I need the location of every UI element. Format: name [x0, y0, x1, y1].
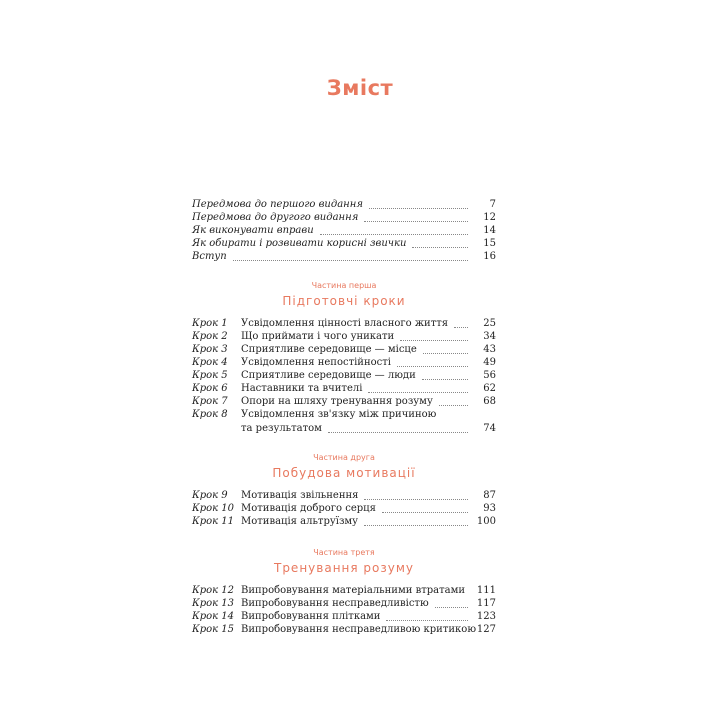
step-number: Крок 6: [192, 383, 228, 394]
toc-step-continuation[interactable]: [192, 422, 496, 435]
leader-dots: [369, 207, 468, 209]
leader-dots: [397, 365, 468, 367]
toc-step[interactable]: [192, 623, 496, 636]
toc-entry-page: 49: [483, 357, 496, 368]
toc-entry-page: 25: [483, 318, 496, 329]
leader-dots: [368, 391, 468, 393]
toc-entry-label: Як обирати і розвивати корисні звички: [192, 238, 407, 249]
leader-dots: [439, 404, 468, 406]
toc-entry-label: Сприятливе середовище — місце: [241, 344, 417, 355]
toc-entry[interactable]: [192, 250, 496, 263]
toc-entry-page: 7: [489, 199, 496, 210]
toc-entry-label: Вступ: [192, 251, 227, 262]
toc-entry[interactable]: [192, 224, 496, 237]
leader-dots: [328, 431, 468, 433]
page-title: Зміст: [326, 76, 394, 100]
toc-entry-page: 43: [483, 344, 496, 355]
part-title: Підготовчі кроки: [282, 294, 406, 308]
step-number: Крок 14: [192, 611, 235, 622]
toc-step[interactable]: [192, 330, 496, 343]
toc-entry-label: Усвідомлення непостійності: [241, 357, 391, 368]
step-number: Крок 12: [192, 585, 235, 596]
toc-step[interactable]: [192, 610, 496, 623]
step-number: Крок 3: [192, 344, 228, 355]
part-label: Частина третя: [313, 548, 375, 557]
toc-entry-page: 111: [476, 585, 496, 596]
toc-step[interactable]: [192, 584, 496, 597]
toc-step[interactable]: [192, 356, 496, 369]
leader-dots: [454, 326, 468, 328]
toc-entry-page: 34: [483, 331, 496, 342]
toc-entry-page: 16: [483, 251, 496, 262]
toc-entry-label: Випробовування несправедливою критикою: [241, 624, 477, 635]
toc-step[interactable]: [192, 395, 496, 408]
toc-entry-page: 74: [483, 423, 496, 434]
toc-entry[interactable]: [192, 211, 496, 224]
step-number: Крок 8: [192, 409, 228, 420]
step-number: Крок 15: [192, 624, 235, 635]
toc-step[interactable]: [192, 502, 496, 515]
leader-dots: [400, 339, 468, 341]
toc-entry-page: 117: [476, 598, 496, 609]
toc-entry-label: Випробовування матеріальними втратами: [241, 585, 466, 596]
toc-step[interactable]: [192, 317, 496, 330]
toc-entry-label: Передмова до другого видання: [192, 212, 359, 223]
toc-entry-page: 62: [483, 383, 496, 394]
step-number: Крок 1: [192, 318, 228, 329]
toc-entry-page: 100: [476, 516, 496, 527]
toc-entry-label: Мотивація звільнення: [241, 490, 359, 501]
toc-entry-label: Що приймати і чого уникати: [241, 331, 395, 342]
toc-entry-label: Мотивація доброго серця: [241, 503, 376, 514]
toc-entry-label: Сприятливе середовище — люди: [241, 370, 416, 381]
part-title: Побудова мотивації: [272, 466, 416, 480]
toc-entry-label: Наставники та вчителі: [241, 383, 363, 394]
step-number: Крок 4: [192, 357, 228, 368]
leader-dots: [422, 378, 468, 380]
toc-entry-page: 87: [483, 490, 496, 501]
leader-dots: [386, 619, 468, 621]
leader-dots: [233, 259, 468, 261]
leader-dots: [364, 524, 468, 526]
toc-entry-label: Усвідомлення зв'язку між причиною: [241, 409, 437, 420]
toc-step[interactable]: [192, 597, 496, 610]
part-title: Тренування розуму: [273, 561, 415, 575]
toc-step[interactable]: [192, 489, 496, 502]
leader-dots: [364, 498, 468, 500]
step-number: Крок 9: [192, 490, 228, 501]
step-number: Крок 2: [192, 331, 228, 342]
toc-entry-label: Передмова до першого видання: [192, 199, 363, 210]
step-number: Крок 5: [192, 370, 228, 381]
leader-dots: [320, 233, 468, 235]
toc-entry[interactable]: [192, 237, 496, 250]
leader-dots: [382, 511, 468, 513]
toc-entry-page: 12: [483, 212, 496, 223]
step-number: Крок 13: [192, 598, 235, 609]
toc-entry-label: Мотивація альтруїзму: [241, 516, 359, 527]
toc-entry-page: 127: [476, 624, 496, 635]
toc-step[interactable]: [192, 408, 496, 421]
leader-dots: [435, 606, 468, 608]
toc-entry-label: Опори на шляху тренування розуму: [241, 396, 433, 407]
toc-entry-page: 123: [476, 611, 496, 622]
toc-entry-label-continued: та результатом: [241, 423, 322, 434]
toc-step[interactable]: [192, 515, 496, 528]
toc-step[interactable]: [192, 382, 496, 395]
toc-entry[interactable]: [192, 198, 496, 211]
toc-entry-page: 15: [483, 238, 496, 249]
part-label: Частина перша: [311, 281, 377, 290]
leader-dots: [364, 220, 468, 222]
toc-entry-label: Випробовування несправедливістю: [241, 598, 429, 609]
toc-entry-page: 68: [483, 396, 496, 407]
part-label: Частина друга: [313, 453, 375, 462]
toc-step[interactable]: [192, 369, 496, 382]
step-number: Крок 7: [192, 396, 228, 407]
leader-dots: [423, 352, 468, 354]
leader-dots: [412, 246, 468, 248]
toc-step[interactable]: [192, 343, 496, 356]
toc-entry-label: Усвідомлення цінності власного життя: [241, 318, 449, 329]
toc-entry-label: Як виконувати вправи: [192, 225, 314, 236]
toc-entry-page: 93: [483, 503, 496, 514]
step-number: Крок 11: [192, 516, 235, 527]
toc-entry-page: 14: [483, 225, 496, 236]
toc-entry-label: Випробовування плітками: [241, 611, 381, 622]
step-number: Крок 10: [192, 503, 235, 514]
toc-entry-page: 56: [483, 370, 496, 381]
